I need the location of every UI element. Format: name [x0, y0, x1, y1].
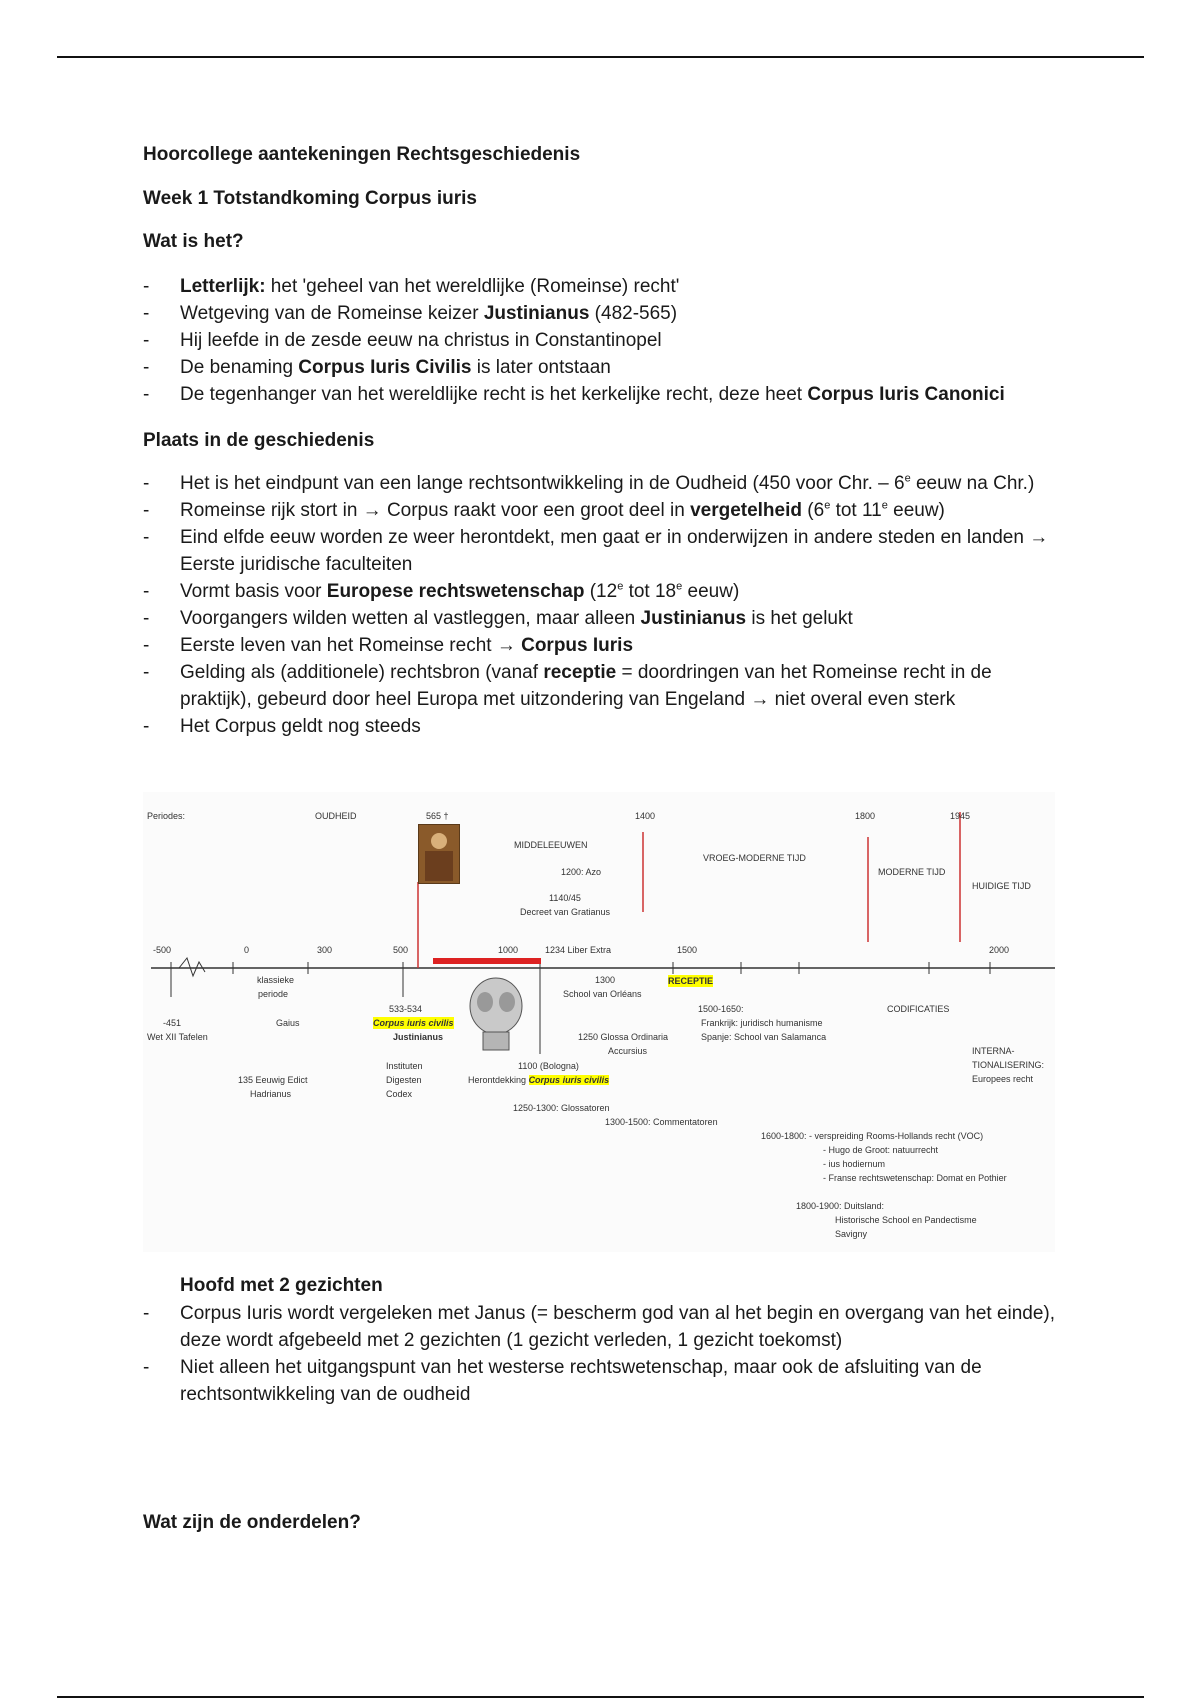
tl-codex: Codex — [386, 1089, 413, 1099]
tl-savigny: Savigny — [835, 1229, 868, 1239]
tl-humanisme-fr: Frankrijk: juridisch humanisme — [701, 1018, 823, 1028]
list-item: - Eerste leven van het Romeinse recht → Corpus Iuris — [143, 635, 634, 656]
tl-orleans-year: 1300 — [595, 975, 616, 985]
tl-commentatoren: 1300-1500: Commentatoren — [605, 1117, 718, 1127]
tl-periodes: Periodes: — [147, 811, 186, 821]
tl-humanisme-es: Spanje: School van Salamanca — [701, 1032, 827, 1042]
tl-receptie: RECEPTIE — [668, 976, 714, 986]
tl-hugo: - Hugo de Groot: natuurrecht — [823, 1145, 939, 1155]
tl-tick: 0 — [244, 945, 250, 955]
tl-glossa: 1250 Glossa Ordinaria — [578, 1032, 669, 1042]
tl-codificaties: CODIFICATIES — [887, 1004, 950, 1014]
tl-gaius: Gaius — [276, 1018, 300, 1028]
bottom-rule — [57, 1696, 1144, 1698]
tl-565: 565 † — [426, 811, 449, 821]
list-item: - Het is het eindpunt van een lange rechtsontwikkeling in de Oudheid (450 voor Chr. – 6e eeuw na Chr.) — [143, 472, 1035, 494]
tl-vroeg-moderne: VROEG-MODERNE TIJD — [703, 853, 806, 863]
list-hoofd — [143, 1300, 1068, 1408]
janus-head-image — [463, 974, 529, 1054]
tl-periode: periode — [258, 989, 289, 999]
tl-1400: 1400 — [635, 811, 656, 821]
tl-intern1: INTERNA- — [972, 1046, 1015, 1056]
tl-1945: 1945 — [950, 811, 971, 821]
tl-historische: Historische School en Pandectisme — [835, 1215, 977, 1225]
tl-decreet: Decreet van Gratianus — [520, 907, 611, 917]
timeline-figure — [143, 792, 1055, 1252]
list-plaats — [143, 470, 1068, 740]
list-item: - Het Corpus geldt nog steeds — [143, 716, 421, 737]
tl-wet-year: -451 — [163, 1018, 182, 1028]
top-rule — [57, 56, 1144, 58]
tl-tick: 1500 — [677, 945, 698, 955]
section-heading-plaats: Plaats in de geschiedenis — [143, 430, 375, 451]
tl-ius: - ius hodiernum — [823, 1159, 886, 1169]
list-item: - Hij leefde in de zesde eeuw na christus in Constantinopel — [143, 330, 662, 351]
list-item: - De tegenhanger van het wereldlijke recht is het kerkelijke recht, deze heet Corpus Iuris Canonici — [143, 384, 1005, 405]
tl-intern3: Europees recht — [972, 1074, 1034, 1084]
list-item: - Romeinse rijk stort in → Corpus raakt voor een groot deel in vergetelheid (6e tot 11e eeuw) — [143, 499, 945, 521]
tl-just-year: 533-534 — [389, 1004, 423, 1014]
tl-oudheid: OUDHEID — [315, 811, 357, 821]
section-heading-wat-is-het: Wat is het? — [143, 231, 244, 252]
tl-tick: 500 — [393, 945, 409, 955]
list-item: - Letterlijk: het 'geheel van het wereldlijke (Romeinse) recht' — [143, 276, 680, 297]
justinian-portrait-image — [418, 824, 460, 884]
tl-just-civilis: Corpus iuris civilis — [373, 1018, 454, 1028]
tl-voc: 1600-1800: - verspreiding Rooms-Hollands recht (VOC) — [761, 1131, 984, 1141]
tl-tick: 2000 — [989, 945, 1010, 955]
tl-franse: - Franse rechtswetenschap: Domat en Pothier — [823, 1173, 1007, 1183]
tl-accursius: Accursius — [608, 1046, 648, 1056]
tl-edict: 135 Eeuwig Edict — [238, 1075, 308, 1085]
tl-liber: 1234 Liber Extra — [545, 945, 612, 955]
tl-azo: 1200: Azo — [561, 867, 602, 877]
tl-bologna: 1100 (Bologna) — [518, 1061, 579, 1071]
tl-instituten: Instituten — [386, 1061, 423, 1071]
document-title: Hoorcollege aantekeningen Rechtsgeschiedenis — [143, 144, 581, 165]
list-item: - Eind elfde eeuw worden ze weer herontdekt, men gaat er in onderwijzen in andere steden en landen → Eerste juridische faculteiten — [143, 527, 1049, 575]
tl-glossatoren: 1250-1300: Glossatoren — [513, 1103, 610, 1113]
tl-huidige: HUIDIGE TIJD — [972, 881, 1031, 891]
section-heading-hoofd: Hoofd met 2 gezichten — [180, 1275, 383, 1296]
tl-tick: 1000 — [498, 945, 519, 955]
tl-justinianus: Justinianus — [393, 1032, 444, 1042]
tl-tick: -500 — [153, 945, 172, 955]
tl-klassieke: klassieke — [257, 975, 295, 985]
list-item: - Gelding als (additionele) rechtsbron (vanaf receptie = doordringen van het Romeinse recht in de praktijk), gebeurd door heel Europa met uitzondering van Engeland → niet overal even sterk — [143, 662, 992, 710]
tl-1800: 1800 — [855, 811, 876, 821]
tl-digesten: Digesten — [386, 1075, 422, 1085]
tl-tick: 300 — [317, 945, 333, 955]
list-item: - Voorgangers wilden wetten al vastleggen, maar alleen Justinianus is het gelukt — [143, 608, 853, 629]
list-item: - Wetgeving van de Romeinse keizer Justinianus (482-565) — [143, 303, 678, 324]
list-wat-is-het — [143, 273, 1068, 408]
tl-wet: Wet XII Tafelen — [147, 1032, 208, 1042]
tl-middeleeuwen: MIDDELEEUWEN — [514, 840, 588, 850]
tl-intern2: TIONALISERING: — [972, 1060, 1045, 1070]
tl-herontdekking: Herontdekking Corpus iuris civilis — [468, 1075, 610, 1085]
week-heading: Week 1 Totstandkoming Corpus iuris — [143, 188, 477, 209]
tl-decreet-year: 1140/45 — [549, 893, 581, 903]
section-heading-onderdelen: Wat zijn de onderdelen? — [143, 1512, 361, 1533]
list-item: - Corpus Iuris wordt vergeleken met Janus (= bescherm god van al het begin en overgang van het einde), deze wordt afgebeeld met 2 gezichten (1 gezicht verleden, 1 gezicht toekomst) — [143, 1303, 1056, 1351]
tl-hadrianus: Hadrianus — [250, 1089, 292, 1099]
list-item: - Vormt basis voor Europese rechtswetenschap (12e tot 18e eeuw) — [143, 580, 740, 602]
tl-moderne: MODERNE TIJD — [878, 867, 946, 877]
list-item: - De benaming Corpus Iuris Civilis is later ontstaan — [143, 357, 611, 378]
tl-humanisme-year: 1500-1650: — [698, 1004, 744, 1014]
tl-orleans: School van Orléans — [563, 989, 642, 999]
tl-duitsland: 1800-1900: Duitsland: — [796, 1201, 885, 1211]
list-item: - Niet alleen het uitgangspunt van het westerse rechtswetenschap, maar ook de afsluiting van de rechtsontwikkeling van de oudheid — [143, 1357, 982, 1405]
